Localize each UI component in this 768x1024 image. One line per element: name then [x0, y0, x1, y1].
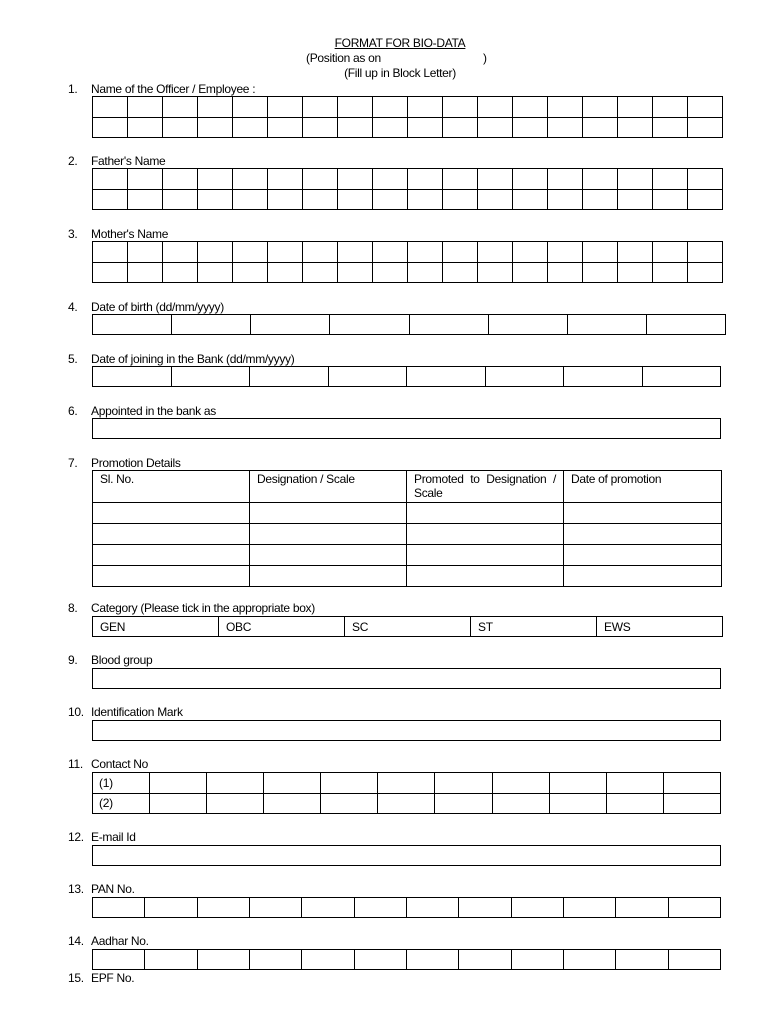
letter-cell[interactable] [268, 117, 303, 138]
appointed-as-field[interactable] [92, 418, 721, 439]
letter-cell[interactable] [163, 262, 198, 283]
phone-digit-cell[interactable] [492, 773, 549, 794]
letter-cell[interactable] [653, 189, 688, 210]
letter-cell[interactable] [618, 262, 653, 283]
letter-cell[interactable] [268, 262, 303, 283]
table-cell[interactable] [407, 503, 564, 524]
table-cell[interactable] [564, 545, 722, 566]
field-12-number: 12. [68, 830, 84, 844]
grid-row [93, 169, 723, 190]
letter-cell[interactable] [618, 189, 653, 210]
letter-cell[interactable] [408, 262, 443, 283]
pan-char-cell[interactable] [354, 898, 406, 918]
date-digit-cell[interactable] [485, 367, 564, 387]
letter-cell[interactable] [408, 117, 443, 138]
letter-cell[interactable] [198, 169, 233, 190]
letter-cell[interactable] [478, 169, 513, 190]
pan-char-cell[interactable] [93, 898, 145, 918]
letter-cell[interactable] [688, 169, 723, 190]
letter-cell[interactable] [583, 169, 618, 190]
header-designation-scale: Designation / Scale [250, 471, 407, 503]
letter-cell[interactable] [198, 117, 233, 138]
date-digit-cell[interactable] [407, 367, 486, 387]
letter-cell[interactable] [478, 117, 513, 138]
phone-digit-cell[interactable] [492, 793, 549, 814]
letter-cell[interactable] [93, 169, 128, 190]
position-as-on-close: ) [483, 51, 487, 65]
letter-cell[interactable] [478, 262, 513, 283]
letter-cell[interactable] [548, 262, 583, 283]
letter-cell[interactable] [338, 117, 373, 138]
field-6-number: 6. [68, 404, 78, 418]
phone-digit-cell[interactable] [264, 793, 321, 814]
letter-cell[interactable] [268, 97, 303, 118]
field-1-label: Name of the Officer / Employee : [91, 82, 256, 96]
table-cell[interactable] [93, 545, 250, 566]
aadhar-digit-cell[interactable] [616, 950, 668, 970]
field-1-number: 1. [68, 82, 78, 96]
letter-cell[interactable] [408, 97, 443, 118]
name-letter-grid[interactable] [92, 96, 723, 138]
field-7-number: 7. [68, 456, 78, 470]
table-cell[interactable] [250, 566, 407, 587]
field-3-number: 3. [68, 227, 78, 241]
pan-char-cell[interactable] [459, 898, 511, 918]
table-row [93, 545, 722, 566]
date-digit-cell[interactable] [567, 315, 646, 335]
table-cell[interactable] [250, 503, 407, 524]
phone-digit-cell[interactable] [663, 793, 720, 814]
contact-row-label: (2) [93, 793, 150, 814]
letter-cell[interactable] [618, 242, 653, 263]
letter-cell[interactable] [408, 242, 443, 263]
letter-cell[interactable] [128, 169, 163, 190]
letter-cell[interactable] [163, 189, 198, 210]
letter-cell[interactable] [198, 189, 233, 210]
grid-row [93, 898, 721, 918]
letter-cell[interactable] [338, 242, 373, 263]
table-row [93, 503, 722, 524]
table-cell[interactable] [93, 503, 250, 524]
letter-cell[interactable] [443, 97, 478, 118]
letter-cell[interactable] [303, 117, 338, 138]
header-promoted-to: Promoted to Designation / Scale [407, 471, 564, 503]
letter-cell[interactable] [513, 117, 548, 138]
fill-instruction: (Fill up in Block Letter) [344, 66, 456, 80]
phone-digit-cell[interactable] [663, 773, 720, 794]
letter-cell[interactable] [268, 242, 303, 263]
category-obc-box[interactable]: OBC [219, 617, 345, 637]
letter-cell[interactable] [233, 189, 268, 210]
field-8-label: Category (Please tick in the appropriate box) [91, 601, 315, 615]
table-cell[interactable] [250, 524, 407, 545]
letter-cell[interactable] [93, 189, 128, 210]
form-title: FORMAT FOR BIO-DATA [334, 36, 466, 50]
letter-cell[interactable] [198, 97, 233, 118]
pan-number-grid[interactable] [92, 897, 721, 918]
letter-cell[interactable] [128, 117, 163, 138]
blood-group-field[interactable] [92, 668, 721, 689]
pan-char-cell[interactable] [616, 898, 668, 918]
letter-cell[interactable] [163, 169, 198, 190]
letter-cell[interactable] [303, 242, 338, 263]
date-of-birth-grid[interactable] [92, 314, 726, 335]
table-cell[interactable] [93, 566, 250, 587]
date-digit-cell[interactable] [409, 315, 488, 335]
table-cell[interactable] [564, 524, 722, 545]
table-cell[interactable] [407, 566, 564, 587]
date-digit-cell[interactable] [172, 315, 251, 335]
table-row [93, 524, 722, 545]
phone-digit-cell[interactable] [435, 773, 492, 794]
letter-cell[interactable] [478, 189, 513, 210]
category-options [92, 616, 723, 637]
date-digit-cell[interactable] [646, 315, 725, 335]
field-9-number: 9. [68, 653, 78, 667]
contact-row [93, 793, 721, 814]
letter-cell[interactable] [303, 262, 338, 283]
field-8-number: 8. [68, 601, 78, 615]
field-2-label: Father's Name [91, 154, 166, 168]
letter-cell[interactable] [93, 117, 128, 138]
field-5-label: Date of joining in the Bank (dd/mm/yyyy) [91, 352, 295, 366]
pan-char-cell[interactable] [249, 898, 301, 918]
field-4-label: Date of birth (dd/mm/yyyy) [91, 300, 224, 314]
letter-cell[interactable] [128, 262, 163, 283]
contact-number-grid[interactable] [92, 772, 721, 814]
letter-cell[interactable] [198, 262, 233, 283]
letter-cell[interactable] [128, 189, 163, 210]
letter-cell[interactable] [408, 169, 443, 190]
pan-char-cell[interactable] [563, 898, 615, 918]
aadhar-digit-cell[interactable] [459, 950, 511, 970]
phone-digit-cell[interactable] [606, 773, 663, 794]
date-of-joining-grid[interactable] [92, 366, 721, 387]
letter-cell[interactable] [163, 117, 198, 138]
date-digit-cell[interactable] [93, 367, 172, 387]
phone-digit-cell[interactable] [150, 793, 207, 814]
grid-row [93, 950, 721, 970]
letter-cell[interactable] [653, 97, 688, 118]
phone-digit-cell[interactable] [378, 793, 435, 814]
promotion-table [92, 470, 722, 587]
letter-cell[interactable] [513, 262, 548, 283]
letter-cell[interactable] [338, 97, 373, 118]
letter-cell[interactable] [303, 169, 338, 190]
letter-cell[interactable] [163, 97, 198, 118]
letter-cell[interactable] [688, 242, 723, 263]
letter-cell[interactable] [443, 189, 478, 210]
letter-cell[interactable] [513, 169, 548, 190]
letter-cell[interactable] [583, 262, 618, 283]
letter-cell[interactable] [618, 97, 653, 118]
aadhar-digit-cell[interactable] [511, 950, 563, 970]
letter-cell[interactable] [373, 189, 408, 210]
field-14-label: Aadhar No. [91, 934, 149, 948]
pan-char-cell[interactable] [668, 898, 720, 918]
letter-cell[interactable] [268, 189, 303, 210]
table-cell[interactable] [407, 524, 564, 545]
grid-row [93, 97, 723, 118]
grid-row [93, 262, 723, 283]
table-cell[interactable] [564, 566, 722, 587]
pan-char-cell[interactable] [145, 898, 197, 918]
letter-cell[interactable] [128, 97, 163, 118]
letter-cell[interactable] [548, 169, 583, 190]
field-10-number: 10. [68, 705, 84, 719]
table-cell[interactable] [93, 524, 250, 545]
letter-cell[interactable] [513, 242, 548, 263]
letter-cell[interactable] [653, 242, 688, 263]
letter-cell[interactable] [373, 97, 408, 118]
phone-digit-cell[interactable] [150, 773, 207, 794]
letter-cell[interactable] [583, 242, 618, 263]
letter-cell[interactable] [688, 117, 723, 138]
letter-cell[interactable] [373, 117, 408, 138]
field-5-number: 5. [68, 352, 78, 366]
aadhar-digit-cell[interactable] [302, 950, 354, 970]
field-7-label: Promotion Details [91, 456, 181, 470]
email-field[interactable] [92, 845, 721, 866]
field-13-label: PAN No. [91, 882, 135, 896]
letter-cell[interactable] [583, 117, 618, 138]
letter-cell[interactable] [513, 189, 548, 210]
letter-cell[interactable] [303, 189, 338, 210]
letter-cell[interactable] [548, 189, 583, 210]
letter-cell[interactable] [198, 242, 233, 263]
letter-cell[interactable] [373, 262, 408, 283]
letter-cell[interactable] [583, 97, 618, 118]
contact-row-label: (1) [93, 773, 150, 794]
field-3-label: Mother's Name [91, 227, 169, 241]
date-digit-cell[interactable] [93, 315, 172, 335]
letter-cell[interactable] [653, 169, 688, 190]
field-11-label: Contact No [91, 757, 149, 771]
mother-name-letter-grid[interactable] [92, 241, 723, 283]
phone-digit-cell[interactable] [207, 773, 264, 794]
letter-cell[interactable] [303, 97, 338, 118]
table-row [93, 566, 722, 587]
phone-digit-cell[interactable] [549, 773, 606, 794]
category-st-box[interactable]: ST [471, 617, 597, 637]
letter-cell[interactable] [443, 242, 478, 263]
table-cell[interactable] [564, 503, 722, 524]
aadhar-digit-cell[interactable] [406, 950, 458, 970]
letter-cell[interactable] [93, 262, 128, 283]
field-4-number: 4. [68, 300, 78, 314]
date-digit-cell[interactable] [330, 315, 409, 335]
letter-cell[interactable] [443, 117, 478, 138]
table-cell[interactable] [407, 545, 564, 566]
field-6-label: Appointed in the bank as [91, 404, 216, 418]
letter-cell[interactable] [548, 117, 583, 138]
field-13-number: 13. [68, 882, 84, 896]
letter-cell[interactable] [233, 262, 268, 283]
letter-cell[interactable] [268, 169, 303, 190]
letter-cell[interactable] [583, 189, 618, 210]
letter-cell[interactable] [93, 97, 128, 118]
letter-cell[interactable] [443, 169, 478, 190]
letter-cell[interactable] [548, 97, 583, 118]
aadhar-digit-cell[interactable] [563, 950, 615, 970]
date-digit-cell[interactable] [250, 367, 329, 387]
field-15-number: 15. [68, 971, 84, 985]
table-cell[interactable] [250, 545, 407, 566]
position-as-on-label: (Position as on [306, 51, 381, 65]
phone-digit-cell[interactable] [207, 793, 264, 814]
letter-cell[interactable] [373, 242, 408, 263]
phone-digit-cell[interactable] [549, 793, 606, 814]
field-12-label: E-mail Id [91, 830, 136, 844]
field-11-number: 11. [68, 757, 83, 771]
letter-cell[interactable] [338, 189, 373, 210]
contact-row [93, 773, 721, 794]
aadhar-digit-cell[interactable] [249, 950, 301, 970]
phone-digit-cell[interactable] [435, 793, 492, 814]
letter-cell[interactable] [688, 189, 723, 210]
field-15-label: EPF No. [91, 971, 135, 985]
letter-cell[interactable] [233, 97, 268, 118]
category-gen-box[interactable]: GEN [93, 617, 219, 637]
promotion-header-row [93, 471, 722, 503]
header-date-of-promotion: Date of promotion [564, 471, 722, 503]
grid-row [93, 315, 726, 335]
letter-cell[interactable] [163, 242, 198, 263]
letter-cell[interactable] [688, 262, 723, 283]
letter-cell[interactable] [338, 169, 373, 190]
grid-row [93, 117, 723, 138]
aadhar-digit-cell[interactable] [197, 950, 249, 970]
letter-cell[interactable] [618, 117, 653, 138]
date-digit-cell[interactable] [642, 367, 721, 387]
grid-row [93, 242, 723, 263]
field-2-number: 2. [68, 154, 78, 168]
field-10-label: Identification Mark [91, 705, 183, 719]
header-sl-no: Sl. No. [93, 471, 250, 503]
category-ews-box[interactable]: EWS [597, 617, 723, 637]
letter-cell[interactable] [548, 242, 583, 263]
grid-row [93, 367, 721, 387]
letter-cell[interactable] [373, 169, 408, 190]
letter-cell[interactable] [653, 117, 688, 138]
grid-row [93, 189, 723, 210]
phone-digit-cell[interactable] [378, 773, 435, 794]
date-digit-cell[interactable] [171, 367, 250, 387]
letter-cell[interactable] [93, 242, 128, 263]
aadhar-digit-cell[interactable] [354, 950, 406, 970]
date-digit-cell[interactable] [251, 315, 330, 335]
date-digit-cell[interactable] [564, 367, 643, 387]
phone-digit-cell[interactable] [321, 793, 378, 814]
identification-mark-field[interactable] [92, 720, 721, 741]
pan-char-cell[interactable] [197, 898, 249, 918]
letter-cell[interactable] [338, 262, 373, 283]
date-digit-cell[interactable] [328, 367, 407, 387]
field-9-label: Blood group [91, 653, 153, 667]
letter-cell[interactable] [233, 242, 268, 263]
pan-char-cell[interactable] [302, 898, 354, 918]
letter-cell[interactable] [513, 97, 548, 118]
aadhar-digit-cell[interactable] [93, 950, 145, 970]
letter-cell[interactable] [443, 262, 478, 283]
letter-cell[interactable] [478, 242, 513, 263]
letter-cell[interactable] [688, 97, 723, 118]
letter-cell[interactable] [408, 189, 443, 210]
phone-digit-cell[interactable] [321, 773, 378, 794]
pan-char-cell[interactable] [406, 898, 458, 918]
date-digit-cell[interactable] [488, 315, 567, 335]
field-14-number: 14. [68, 934, 84, 948]
letter-cell[interactable] [233, 117, 268, 138]
phone-digit-cell[interactable] [606, 793, 663, 814]
aadhar-number-grid[interactable] [92, 949, 721, 970]
aadhar-digit-cell[interactable] [145, 950, 197, 970]
aadhar-digit-cell[interactable] [668, 950, 720, 970]
letter-cell[interactable] [128, 242, 163, 263]
letter-cell[interactable] [478, 97, 513, 118]
letter-cell[interactable] [653, 262, 688, 283]
father-name-letter-grid[interactable] [92, 168, 723, 210]
pan-char-cell[interactable] [511, 898, 563, 918]
phone-digit-cell[interactable] [264, 773, 321, 794]
letter-cell[interactable] [233, 169, 268, 190]
category-sc-box[interactable]: SC [345, 617, 471, 637]
letter-cell[interactable] [618, 169, 653, 190]
